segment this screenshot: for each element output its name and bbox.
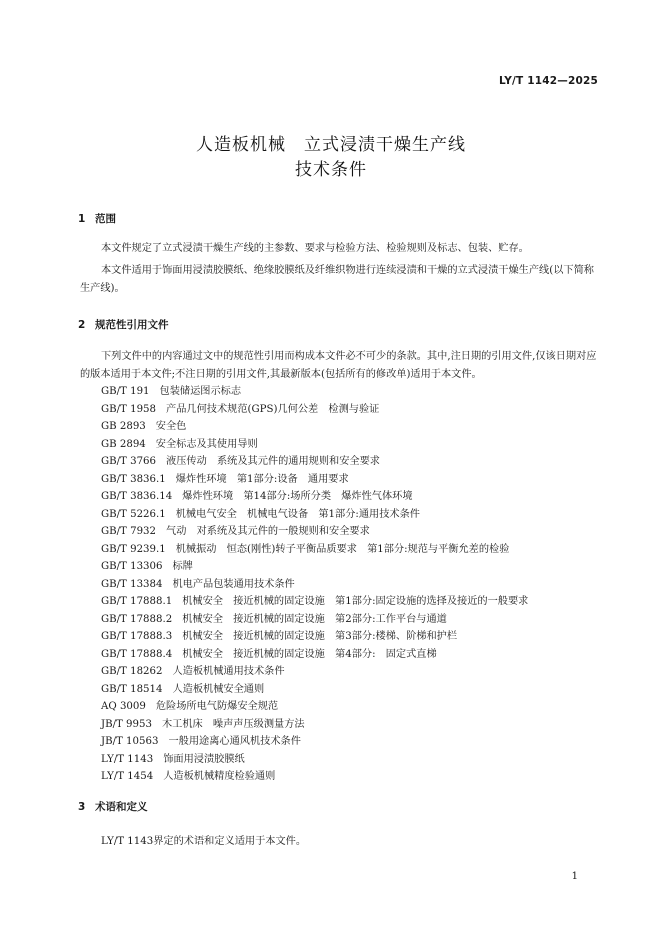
reference-title: 安全色 [155,421,187,432]
reference-item [101,646,528,664]
reference-code: GB/T 17888.2 [101,613,173,625]
reference-title: 包装储运图示标志 [159,386,242,397]
reference-title: 机械安全 接近机械的固定设施 第3部分:楼梯、阶梯和护栏 [182,631,458,642]
reference-item [101,523,528,541]
reference-item [101,436,528,454]
reference-title: 一般用途离心通风机技术条件 [168,736,301,747]
reference-code: GB/T 17888.1 [101,596,173,607]
reference-item [101,663,528,681]
reference-code: GB/T 3836.14 [101,491,173,502]
reference-item [101,383,528,401]
section-heading-scope [78,211,116,226]
reference-item [101,576,528,594]
reference-item [101,418,528,436]
reference-item [101,401,528,419]
scope-paragraph-1: 本文件规定了立式浸渍干燥生产线的主参数、要求与检验方法、检验规则及标志、包装、贮存。 [101,243,529,254]
reference-code: GB/T 3766 [101,456,157,467]
reference-item [101,716,528,734]
reference-item [101,541,528,559]
page-number: 1 [571,871,578,882]
reference-code: GB/T 9239.1 [101,543,166,555]
reference-code: GB/T 7932 [101,526,157,537]
reference-item [101,453,528,471]
reference-list [101,383,528,786]
scope-paragraph-2: 本文件适用于饰面用浸渍胶膜纸、绝缘胶膜纸及纤维织物进行连续浸渍和干燥的立式浸渍干燥生产线(以下简称生产线)。 [80,265,594,294]
reference-title: 人造板机械安全通则 [172,683,265,695]
reference-code: GB/T 18262 [101,666,163,677]
reference-code: JB/T 9953 [101,718,152,730]
reference-item [101,768,528,786]
section-number: 3 [78,801,86,813]
reference-title: 木工机床 噪声声压级测量方法 [161,718,305,730]
reference-item [101,611,528,629]
reference-title: 机械电气安全 机械电气设备 第1部分:通用技术条件 [175,508,420,520]
reference-code: LY/T 1143 [101,753,154,765]
reference-item [101,506,528,524]
reference-item [101,698,528,716]
reference-code: LY/T 1454 [101,771,154,782]
section-title: 术语和定义 [95,801,148,813]
reference-title: 安全标志及其使用导则 [155,438,258,450]
reference-code: GB/T 13384 [101,578,163,590]
reference-title: 机电产品包装通用技术条件 [172,578,295,590]
reference-code: GB 2894 [101,438,146,450]
reference-code: GB/T 1958 [101,403,157,415]
reference-title: 机械安全 接近机械的固定设施 第2部分:工作平台与通道 [182,613,447,625]
reference-code: AQ 3009 [101,701,146,712]
reference-item [101,681,528,699]
reference-item [101,628,528,646]
section-number: 1 [78,213,86,225]
reference-title: 液压传动 系统及其元件的通用规则和安全要求 [166,456,380,467]
reference-code: GB/T 5226.1 [101,508,166,520]
reference-title: 人造板机械通用技术条件 [172,666,285,677]
reference-code: GB/T 13306 [101,561,163,572]
section-number: 2 [78,319,86,331]
reference-title: 爆炸性环境 第14部分:场所分类 爆炸性气体环境 [182,491,413,502]
reference-title: 标牌 [172,561,193,572]
terms-paragraph: LY/T 1143界定的术语和定义适用于本文件。 [101,836,307,847]
section-title: 规范性引用文件 [95,319,169,331]
reference-title: 气动 对系统及其元件的一般规则和安全要求 [166,526,370,537]
reference-title: 爆炸性环境 第1部分:设备 通用要求 [175,473,349,485]
reference-code: GB/T 3836.1 [101,473,166,485]
reference-code: GB/T 18514 [101,683,163,695]
reference-item [101,733,528,751]
reference-title: 危险场所电气防爆安全规范 [155,701,279,712]
reference-item [101,471,528,489]
section-heading-normative-references [78,317,169,332]
section-heading-terms [78,799,148,814]
reference-code: GB/T 17888.3 [101,631,173,642]
reference-title: 机械安全 接近机械的固定设施 第1部分:固定设施的选择及接近的一般要求 [182,596,529,607]
reference-code: JB/T 10563 [101,736,159,747]
reference-title: 饰面用浸渍胶膜纸 [163,753,245,765]
standard-code: LY/T 1142—2025 [498,75,598,87]
reference-item [101,558,528,576]
reference-title: 机械安全 接近机械的固定设施 第4部分: 固定式直梯 [182,648,437,660]
reference-title: 产品几何技术规范(GPS)几何公差 检测与验证 [166,403,380,415]
normative-intro: 下列文件中的内容通过文中的规范性引用而构成本文件必不可少的条款。其中,注日期的引用文件,仅该日期对应的版本适用于本文件;不注日期的引用文件,其最新版本(包括所有的修改单)适用于本文件。 [80,351,597,380]
document-subtitle: 技术条件 [295,160,367,180]
reference-code: GB 2893 [101,421,146,432]
reference-item [101,593,528,611]
reference-title: 人造板机械精度检验通则 [163,771,276,782]
reference-code: GB/T 191 [101,386,150,397]
reference-item [101,488,528,506]
document-title: 人造板机械 立式浸渍干燥生产线 [196,135,466,155]
reference-code: GB/T 17888.4 [101,648,173,660]
reference-item [101,751,528,769]
reference-title: 机械振动 恒态(刚性)转子平衡品质要求 第1部分:规范与平衡允差的检验 [175,543,510,555]
section-title: 范围 [95,213,116,225]
